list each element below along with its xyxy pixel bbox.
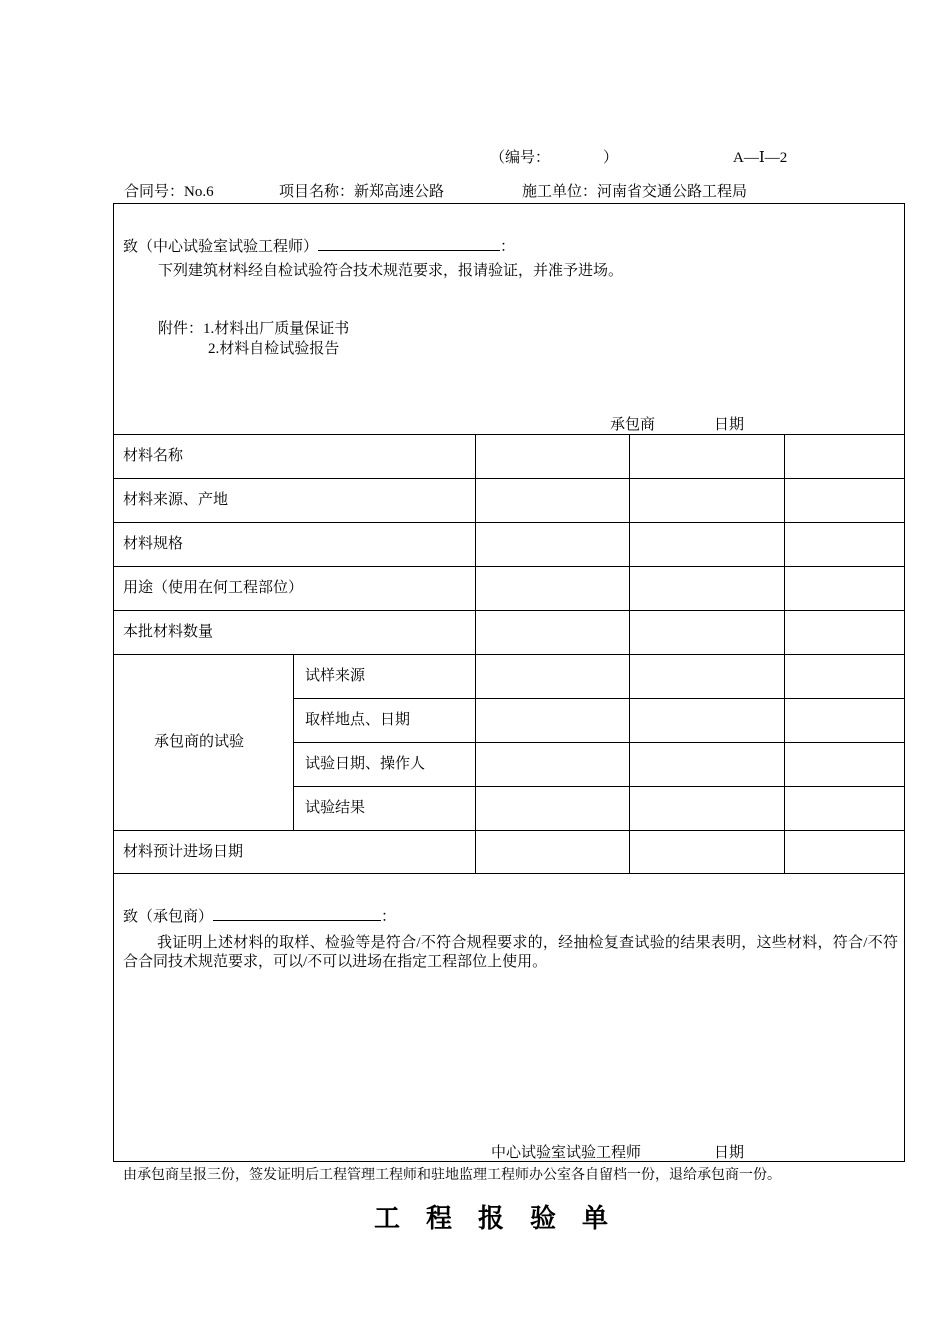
grid-line — [113, 654, 905, 655]
grid-line — [113, 566, 905, 567]
project-name: 项目名称：新郑高速公路 — [279, 184, 445, 200]
cert-date-label: 日期 — [714, 1145, 745, 1161]
request-signer: 承包商 — [610, 417, 656, 433]
attachment-1: 附件：1.材料出厂质量保证书 — [158, 321, 350, 337]
grid-line — [113, 610, 905, 611]
grid-line — [293, 698, 905, 699]
test-group-label: 承包商的试验 — [154, 734, 245, 750]
engineer-name-blank[interactable] — [318, 236, 500, 251]
attachment-2: 2.材料自检试验报告 — [208, 341, 340, 357]
row-label-material-name: 材料名称 — [123, 448, 184, 464]
cert-to-label: 致（承包商） — [123, 909, 214, 925]
test-row-sample-source: 试样来源 — [305, 668, 366, 684]
row-label-material-spec: 材料规格 — [123, 536, 184, 552]
grid-line — [113, 478, 905, 479]
row-label-usage: 用途（使用在何工程部位） — [123, 580, 304, 596]
row-label-quantity: 本批材料数量 — [123, 624, 214, 640]
cert-signer: 中心试验室试验工程师 — [491, 1145, 642, 1161]
request-date-label: 日期 — [714, 417, 745, 433]
grid-line — [293, 742, 905, 743]
request-colon: ： — [500, 239, 516, 255]
test-row-test-date: 试验日期、操作人 — [305, 756, 426, 772]
form-code: A—Ⅰ—2 — [733, 150, 788, 166]
test-row-sampling-place: 取样地点、日期 — [305, 712, 411, 728]
grid-line — [293, 786, 905, 787]
grid-line — [113, 830, 905, 831]
grid-line — [113, 873, 905, 874]
serial-close: ） — [603, 150, 619, 166]
serial-label: （编号： — [490, 150, 551, 166]
grid-line — [475, 434, 476, 873]
cert-colon: ： — [381, 909, 397, 925]
construction-unit: 施工单位：河南省交通公路工程局 — [522, 184, 748, 200]
request-addressee — [123, 236, 515, 255]
grid-line — [113, 434, 905, 435]
cert-body: 我证明上述材料的取样、检验等是符合/不符合规程要求的，经抽检复查试验的结果表明，这些材料，符合/不符合合同技术规范要求，可以/不可以进场在指定工程部位上使用。 — [123, 935, 898, 970]
footnote: 由承包商呈报三份，签发证明后工程管理工程师和驻地监理工程师办公室各自留档一份，退给承包商一份。 — [123, 1167, 781, 1183]
contractor-name-blank[interactable] — [213, 906, 381, 921]
row-label-arrival-date: 材料预计进场日期 — [123, 844, 244, 860]
request-body: 下列建筑材料经自检试验符合技术规范要求，报请验证，并准予进场。 — [158, 263, 624, 279]
cert-addressee — [123, 906, 396, 925]
grid-line — [113, 522, 905, 523]
contract-number: 合同号：No.6 — [124, 184, 214, 200]
row-label-material-source: 材料来源、产地 — [123, 492, 229, 508]
grid-line — [293, 654, 294, 830]
grid-line — [629, 434, 630, 873]
page-title: 工程报验单 — [374, 1204, 635, 1234]
request-to-label: 致（中心试验室试验工程师） — [123, 239, 319, 255]
test-row-test-result: 试验结果 — [305, 800, 366, 816]
grid-line — [784, 434, 785, 873]
